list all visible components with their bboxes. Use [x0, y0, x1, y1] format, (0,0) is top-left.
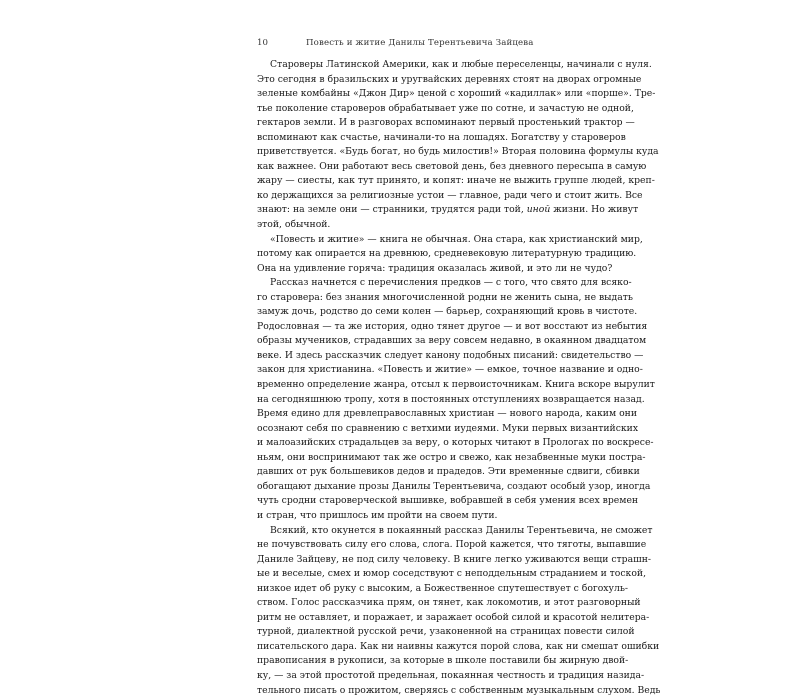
text-line: «Повесть и житие» — книга не обычная. Она стара, как христианский мир, [270, 233, 643, 245]
running-title: Повесть и житие Данилы Терентьевича Зайцева [306, 38, 534, 48]
text-line: Староверы Латинской Америки, как и любые переселенцы, начинали с нуля. [270, 59, 652, 70]
text-line: замуж дочь, родство до семи колен — барьер, сохраняющий кровь в чистоте. [257, 306, 638, 318]
text-line: осознают себя по сравнению с ветхими иудеями. Муки первых византийских [257, 422, 639, 434]
text-line: Родословная — та же история, одно тянет другое — и вот восстают из небытия [257, 320, 648, 332]
text-line: давших от рук большевиков дедов и прадедов. Эти временные сдвиги, сбивки [257, 466, 640, 478]
text-line: турной, диалектной русской речи, узаконенной на страницах повести силой [257, 626, 635, 638]
text-line: обогащают дыхание прозы Данилы Терентьевича, создают особый узор, иногда [257, 480, 651, 492]
text-line: чуть сродни староверческой вышивке, вобравшей в себя умения всех времен [257, 495, 639, 507]
text-line: Рассказ начнется с перечисления предков — с того, что свято для всяко- [270, 277, 632, 289]
text-line: веке. И здесь рассказчик следует канону подобных писаний: свидетельство — [257, 349, 644, 361]
text-line: низкое идет об руку с высоким, а Божественное спутешествует с богохуль- [257, 582, 629, 594]
text-line: потому как опирается на древнюю, средневековую литературную традицию. [257, 248, 637, 260]
text-line: ньям, они воспринимают так же остро и свежо, как незабвенные муки постра- [257, 451, 646, 463]
text-line: и малоазийских страдальцев за веру, о которых читают в Прологах по воскресе- [257, 437, 654, 449]
text-line: вспоминают как счастье, начинали-то на лошадях. Богатству у староверов [257, 131, 626, 143]
text-line: Она на удивление горяча: традиция оказалась живой, и это ли не чудо? [257, 262, 613, 274]
text-line: тье поколение староверов обрабатывает уже по сотне, и зачастую не одной, [257, 102, 634, 114]
text-line: ством. Голос рассказчика прям, он тянет, как локомотив, и этот разговорный [257, 597, 641, 609]
text-line: го старовера: без знания многочисленной родни не женить сына, не выдать [257, 291, 633, 303]
running-header [257, 36, 543, 50]
text-line: жару — сиесты, как тут принято, и копят: иначе не выжить группе людей, креп- [257, 175, 655, 187]
text-line: этой, обычной. [257, 219, 331, 231]
text-line: ку, — за этой простотой предельная, покаянная честность и традиция назида- [257, 669, 645, 681]
text-line: на сегодняшнюю тропу, хотя в постоянных отступлениях возвращается назад. [257, 393, 645, 405]
text-line: как важнее. Они работают весь световой день, без дневного пересыпа в самую [257, 160, 647, 172]
text-line: и стран, что пришлось им пройти на своем пути. [257, 509, 498, 521]
text-line: закон для христианина. «Повесть и житие» — емкое, точное название и одно- [257, 364, 643, 376]
text-line: ритм не оставляет, и поражает, и заражает особой силой и красотой нелитера- [257, 611, 650, 623]
text-line: временно определение жанра, отсыл к первоисточникам. Книга вскоре вырулит [257, 379, 655, 391]
text-segment: знают: на земле они — странники, трудятся ради той, [257, 204, 527, 216]
text-line: Всякий, кто окунется в покаянный рассказ Данилы Терентьевича, не сможет [270, 524, 653, 536]
text-line: приветствуется. «Будь богат, но будь милостив!» Вторая половина формулы куда [257, 146, 659, 158]
text-line: зеленые комбайны «Джон Дир» ценой с хороший «кадиллак» или «порше». Тре- [257, 88, 656, 100]
text-line: гектаров земли. И в разговорах вспоминают первый простенький трактор — [257, 117, 635, 129]
text-line-with-italic [257, 203, 639, 218]
body-text [257, 58, 661, 698]
text-line: Это сегодня в бразильских и уругвайских деревнях стоят на дворах огромные [257, 73, 642, 85]
text-line: тельного писать о прожитом, сверяясь с собственным музыкальным слухом. Ведь [257, 684, 661, 696]
text-segment: жизни. Но живут [550, 204, 639, 216]
text-line: образы мучеников, страдавших за веру совсем недавно, в окаянном двадцатом [257, 335, 647, 347]
text-line: не почувствовать силу его слова, слога. Порой кажется, что тяготы, выпавшие [257, 539, 647, 551]
text-line: писательского дара. Как ни наивны кажутся порой слова, как ни смешат ошибки [257, 640, 660, 652]
text-line: ые и веселые, смех и юмор соседствуют с неподдельным страданием и тоской, [257, 568, 647, 580]
italic-word: иной [526, 204, 551, 216]
page-number: 10 [257, 38, 268, 48]
text-line: правописания в рукописи, за которые в школе поставили бы жирную двой- [257, 655, 629, 667]
text-line: ко держащихся за религиозные устои — главное, ради чего и стоит жить. Все [257, 189, 643, 201]
text-line: Даниле Зайцеву, не под силу человеку. В книге легко уживаются вещи страшн- [257, 553, 652, 565]
text-line: Время едино для древлеправославных христиан — нового народа, каким они [257, 408, 637, 420]
